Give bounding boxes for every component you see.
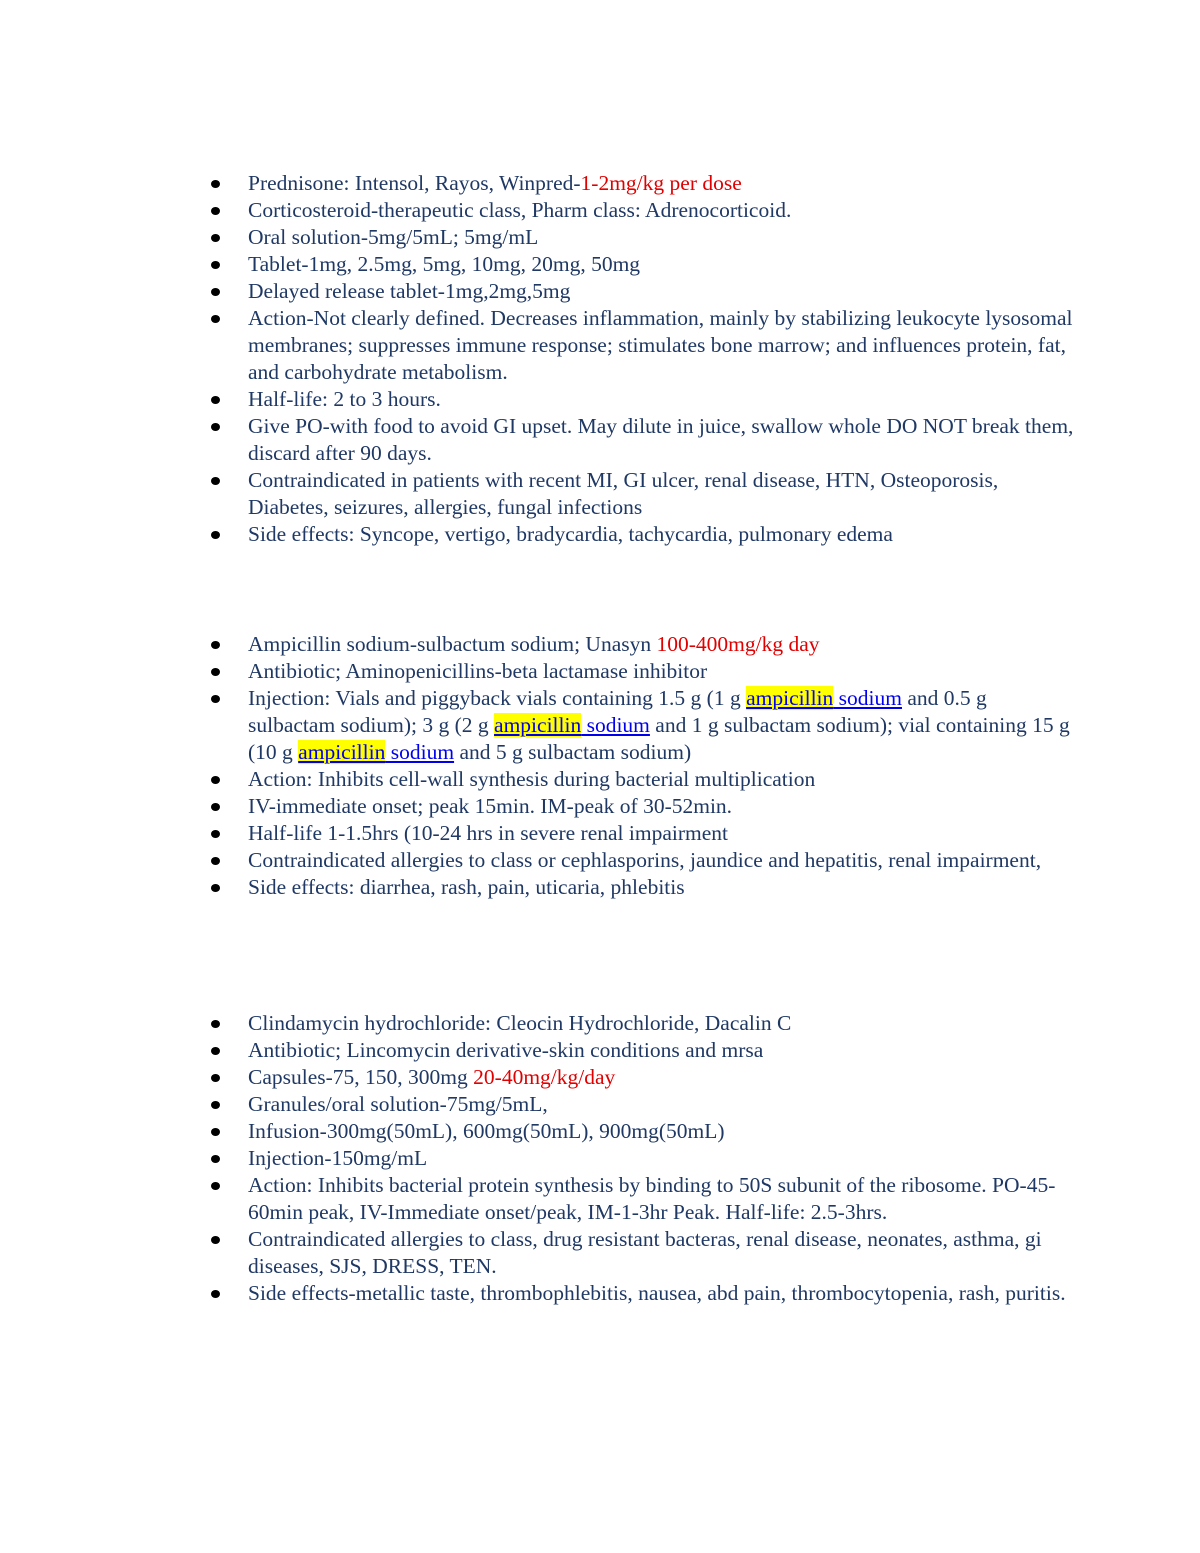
bullet-icon: [211, 1101, 220, 1109]
list-item: Side effects: Syncope, vertigo, bradycardia, tachycardia, pulmonary edema: [0, 521, 1078, 548]
list-item: Contraindicated allergies to class, drug resistant bacteras, renal disease, neonates, asthma, gi diseases, SJS, DRESS, TEN.: [0, 1226, 1078, 1280]
bullet-icon: [211, 1155, 220, 1163]
bullet-list: [0, 1010, 1200, 1307]
ampicillin-section: [0, 631, 1200, 901]
bullet-icon: [211, 1182, 220, 1190]
ampicillin-link[interactable]: ampicillin: [746, 686, 834, 710]
list-item: Contraindicated in patients with recent MI, GI ulcer, renal disease, HTN, Osteoporosis, Diabetes, seizures, allergies, fungal infections: [0, 467, 1078, 521]
list-item: Contraindicated allergies to class or cephlasporins, jaundice and hepatitis, renal impairment,: [0, 847, 1078, 874]
dose-text: 1-2mg/kg per dose: [580, 171, 742, 195]
bullet-icon: [211, 477, 220, 485]
bullet-icon: [211, 180, 220, 188]
bullet-icon: [211, 207, 220, 215]
bullet-list: [0, 170, 1200, 548]
list-item: Injection-150mg/mL: [0, 1145, 1078, 1172]
bullet-icon: [211, 1047, 220, 1055]
list-item: Side effects: diarrhea, rash, pain, uticaria, phlebitis: [0, 874, 1078, 901]
list-item: Oral solution-5mg/5mL; 5mg/mL: [0, 224, 1078, 251]
bullet-icon: [211, 1020, 220, 1028]
bullet-icon: [211, 776, 220, 784]
sodium-link[interactable]: sodium: [581, 713, 650, 737]
list-item: Granules/oral solution-75mg/5mL,: [0, 1091, 1078, 1118]
list-item: Tablet-1mg, 2.5mg, 5mg, 10mg, 20mg, 50mg: [0, 251, 1078, 278]
bullet-icon: [211, 288, 220, 296]
bullet-icon: [211, 396, 220, 404]
bullet-icon: [211, 857, 220, 865]
bullet-icon: [211, 1290, 220, 1298]
list-item: Prednisone: Intensol, Rayos, Winpred-1-2mg/kg per dose: [0, 170, 1078, 197]
list-item: Action: Inhibits bacterial protein synthesis by binding to 50S subunit of the ribosome. PO-45-60min peak, IV-Immediate onset/peak, IM-1-3hr Peak. Half-life: 2.5-3hrs.: [0, 1172, 1078, 1226]
sodium-link[interactable]: sodium: [385, 740, 455, 764]
bullet-icon: [211, 1236, 220, 1244]
list-item: Corticosteroid-therapeutic class, Pharm class: Adrenocorticoid.: [0, 197, 1078, 224]
list-item: Injection: Vials and piggyback vials containing 1.5 g (1 g ampicillin sodium and 0.5 g sulbactam sodium); 3 g (2 g ampicillin sodium and 1 g sulbactam sodium); vial containing 15 g (10 g ampicillin sodium and 5 g sulbactam sodium): [0, 685, 1078, 766]
prednisone-section: [0, 170, 1200, 548]
list-item: Give PO-with food to avoid GI upset. May dilute in juice, swallow whole DO NOT break them, discard after 90 days.: [0, 413, 1078, 467]
bullet-icon: [211, 1074, 220, 1082]
bullet-icon: [211, 641, 220, 649]
bullet-icon: [211, 668, 220, 676]
list-item: Ampicillin sodium-sulbactum sodium; Unasyn 100-400mg/kg day: [0, 631, 1078, 658]
dose-text: 100-400mg/kg day: [656, 632, 820, 656]
sodium-link[interactable]: sodium: [833, 686, 902, 710]
ampicillin-link[interactable]: ampicillin: [494, 713, 582, 737]
bullet-icon: [211, 1128, 220, 1136]
list-item: Clindamycin hydrochloride: Cleocin Hydrochloride, Dacalin C: [0, 1010, 1078, 1037]
list-item: Action-Not clearly defined. Decreases inflammation, mainly by stabilizing leukocyte lysosomal membranes; suppresses immune response; stimulates bone marrow; and influences protein, fat, and carbohydrate metabolism.: [0, 305, 1078, 386]
list-item: Antibiotic; Aminopenicillins-beta lactamase inhibitor: [0, 658, 1078, 685]
list-item: Half-life 1-1.5hrs (10-24 hrs in severe renal impairment: [0, 820, 1078, 847]
list-item: Side effects-metallic taste, thrombophlebitis, nausea, abd pain, thrombocytopenia, rash, puritis.: [0, 1280, 1078, 1307]
bullet-icon: [211, 695, 220, 703]
dose-text: 20-40mg/kg/day: [473, 1065, 616, 1089]
list-item: Infusion-300mg(50mL), 600mg(50mL), 900mg(50mL): [0, 1118, 1078, 1145]
ampicillin-link[interactable]: ampicillin: [298, 740, 386, 764]
list-item: Action: Inhibits cell-wall synthesis during bacterial multiplication: [0, 766, 1078, 793]
bullet-icon: [211, 884, 220, 892]
bullet-icon: [211, 234, 220, 242]
bullet-icon: [211, 803, 220, 811]
bullet-list: [0, 631, 1200, 901]
bullet-icon: [211, 315, 220, 323]
list-item: Delayed release tablet-1mg,2mg,5mg: [0, 278, 1078, 305]
list-item: Antibiotic; Lincomycin derivative-skin conditions and mrsa: [0, 1037, 1078, 1064]
clindamycin-section: [0, 1010, 1200, 1307]
bullet-icon: [211, 531, 220, 539]
bullet-icon: [211, 261, 220, 269]
bullet-icon: [211, 830, 220, 838]
list-item: Capsules-75, 150, 300mg 20-40mg/kg/day: [0, 1064, 1078, 1091]
list-item: Half-life: 2 to 3 hours.: [0, 386, 1078, 413]
bullet-icon: [211, 423, 220, 431]
list-item: IV-immediate onset; peak 15min. IM-peak of 30-52min.: [0, 793, 1078, 820]
